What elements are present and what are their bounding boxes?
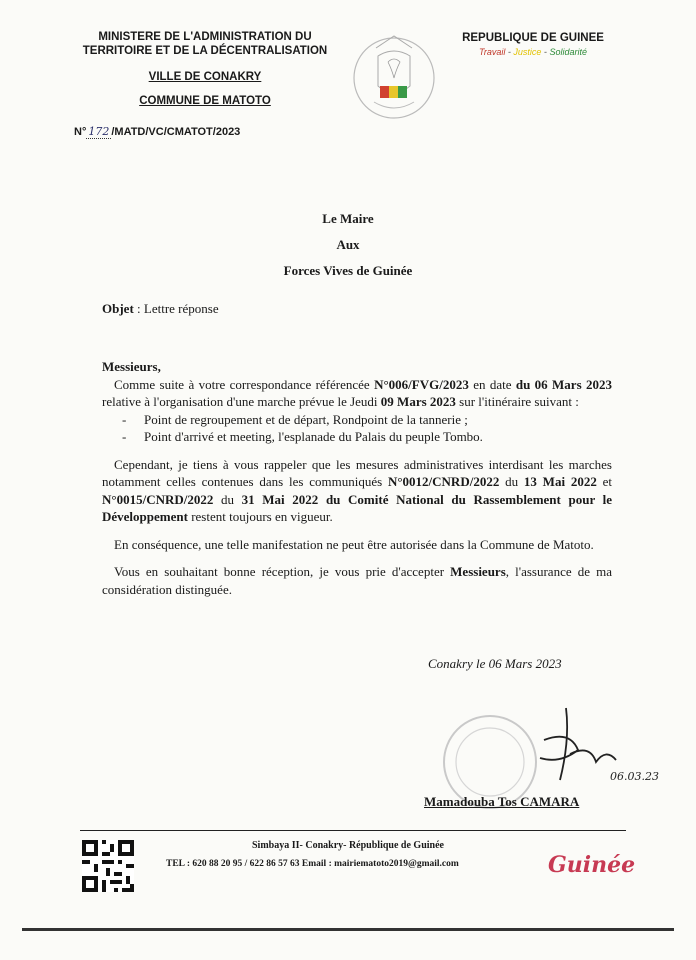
ref-prefix: N° [74,126,87,138]
subject-line [102,301,219,317]
itinerary-list [102,411,612,446]
footer-email: mairiematoto2019@gmail.com [334,859,459,869]
footer-contacts: TEL : 620 88 20 95 / 622 86 57 63 Email : mairiematoto2019@gmail.com [166,859,459,869]
guinee-brand-logo: Guinée [548,852,636,878]
subject-label: Objet [102,301,134,316]
ministry-line-1: MINISTERE DE L'ADMINISTRATION DU [98,31,312,43]
signer-name: Mamadouba Tos CAMARA [424,794,580,809]
commune-name: COMMUNE DE MATOTO [139,95,271,107]
footer-divider [80,830,626,831]
footer-phone: 620 88 20 95 / 622 86 57 63 [192,859,300,869]
paragraph-3: En conséquence, une telle manifestation ne peut être autorisée dans la Commune de Matoto. [114,536,594,552]
ref-suffix: /MATD/VC/CMATOT/2023 [111,126,241,138]
ministry-line-2: TERRITOIRE ET DE LA DÉCENTRALISATION [82,45,328,57]
city-name: VILLE DE CONAKRY [148,71,262,83]
page-bottom-border [22,928,674,941]
paragraph-4: Vous en souhaitant bonne réception, je vous prie d'accepter Messieurs, l'assurance de ma considération distinguée. [102,564,612,597]
letter-body [102,358,612,598]
ministry-header [70,30,340,108]
sender-line: Le Maire [322,211,374,226]
national-motto: Travail - Justice - Solidarité [479,47,587,57]
motto-word-1: Travail [479,47,506,57]
motto-word-3: Solidarité [549,47,587,57]
ref-handwritten: 172 [88,125,110,138]
paragraph-1: Comme suite à votre correspondance référencée N°006/FVG/2023 en date du 06 Mars 2023 relative à l'organisation d'une marche prévue le Jeudi 09 Mars 2023 sur l'itinéraire suivant : [102,376,612,409]
footer-address: Simbaya II- Conakry- République de Guinée [252,840,444,851]
salutation: Messieurs, [102,359,161,374]
signature-date: 06.03.23 [610,770,659,783]
recipient-line: Forces Vives de Guinée [283,263,413,278]
itinerary-item: - Point de regroupement et de départ, Rondpoint de la tannerie ; [122,411,612,429]
republic-header [448,32,618,57]
republic-name: REPUBLIQUE DE GUINEE [462,32,604,44]
addressing-aux: Aux [336,237,360,252]
coat-of-arms-seal [348,28,440,124]
motto-word-2: Justice [513,47,542,57]
correspondence-ref: N°006/FVG/2023 [374,376,469,392]
subject-text: : Lettre réponse [133,301,219,316]
reference-number [74,125,240,138]
itinerary-item: - Point d'arrivé et meeting, l'esplanade du Palais du peuple Tombo. [122,428,612,446]
place-and-date: Conakry le 06 Mars 2023 [428,656,562,671]
paragraph-2: Cependant, je tiens à vous rappeler que les mesures administratives interdisant les marches notamment celles contenues dans les communiqués N°0012/CNRD/2022 du 13 Mai 2022 et N°0015/CNRD/2022 du 31 Mai 2022 du Comité National du Rassemblement pour le Développement restent toujours en vigueur. [102,456,613,524]
